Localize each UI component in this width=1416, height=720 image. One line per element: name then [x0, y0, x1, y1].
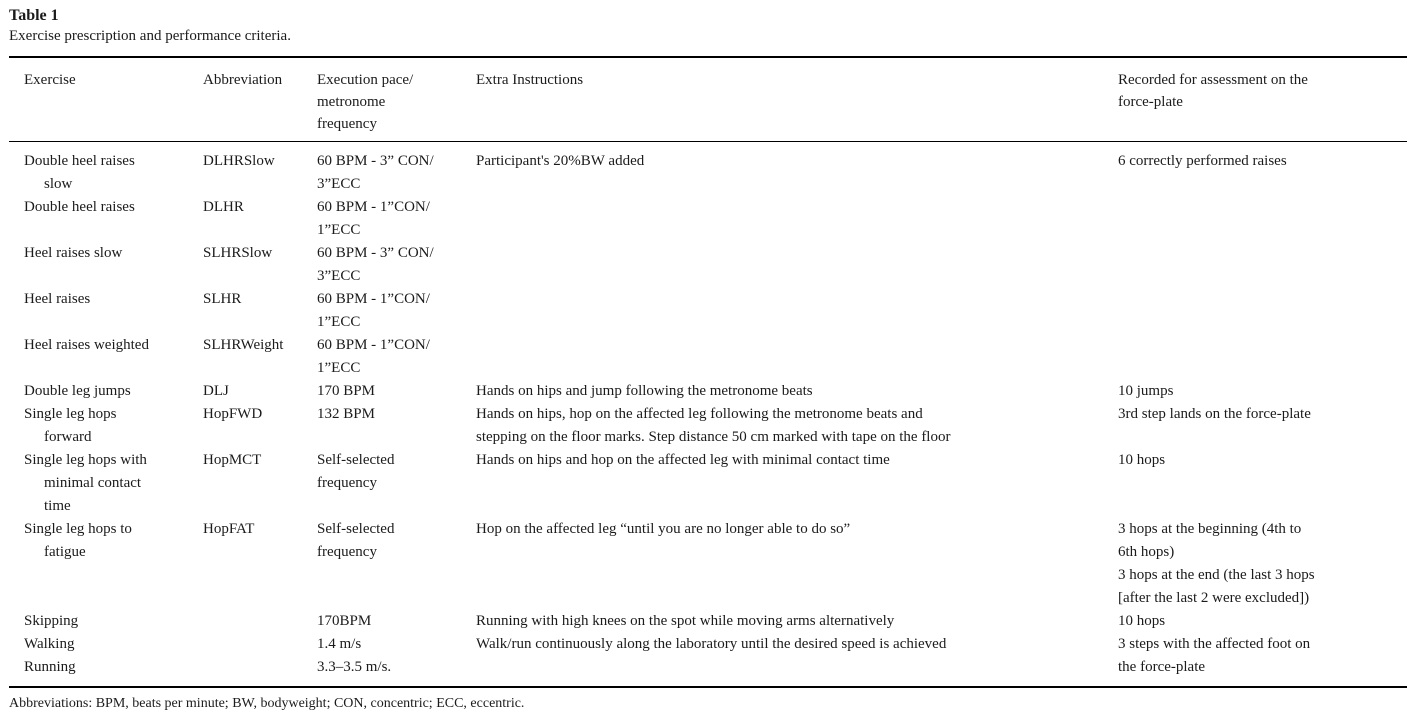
text-line: Hands on hips and hop on the affected leg with minimal contact time: [476, 452, 890, 468]
text-line: 1”ECC: [317, 222, 361, 238]
cell-abbreviation: [203, 610, 317, 687]
text-line: 3rd step lands on the force-plate: [1118, 406, 1311, 422]
text-line: 3”ECC: [317, 268, 361, 284]
header-row: [9, 57, 1407, 142]
text-line: stepping on the floor marks. Step distance 50 cm marked with tape on the floor: [476, 429, 951, 445]
text-line: 10 hops: [1118, 452, 1166, 468]
text-line: DLHR: [203, 199, 244, 215]
text-line: 170BPM: [317, 613, 372, 629]
text-line: 60 BPM - 3” CON/: [317, 245, 434, 261]
table-header: [9, 57, 1407, 142]
text-line: Participant's 20%BW added: [476, 153, 645, 169]
column-header-pace: [317, 57, 476, 142]
text-line: Double heel raises: [24, 153, 135, 169]
table-row: [9, 334, 1407, 380]
cell-recorded: [1118, 449, 1407, 518]
text-line: Walk/run continuously along the laboratory until the desired speed is achieved: [476, 636, 947, 652]
text-line: 6th hops): [1118, 544, 1175, 560]
table-row: [9, 403, 1407, 449]
column-header-exercise: [9, 57, 203, 142]
table-caption: Exercise prescription and performance criteria.: [9, 28, 291, 44]
text-line: Running: [24, 659, 76, 675]
cell-pace: [317, 518, 476, 610]
cell-exercise: [9, 518, 203, 610]
text-line: Heel raises weighted: [24, 337, 149, 353]
text-line: 132 BPM: [317, 406, 375, 422]
table-row: [9, 196, 1407, 242]
text-line: minimal contact: [44, 475, 142, 491]
cell-extra-instructions: [476, 610, 1118, 687]
cell-abbreviation: [203, 449, 317, 518]
cell-exercise: [9, 334, 203, 380]
cell-exercise: [9, 380, 203, 403]
table-row: [9, 288, 1407, 334]
cell-recorded: [1118, 380, 1407, 403]
text-line: frequency: [317, 116, 377, 132]
cell-abbreviation: [203, 518, 317, 610]
text-line: Hands on hips and jump following the metronome beats: [476, 383, 813, 399]
text-line: slow: [44, 176, 73, 192]
cell-abbreviation: [203, 288, 317, 334]
text-line: SLHR: [203, 291, 242, 307]
cell-pace: [317, 196, 476, 242]
cell-extra-instructions: [476, 380, 1118, 403]
text-line: frequency: [317, 544, 377, 560]
text-line: 1”ECC: [317, 360, 361, 376]
table-row: [9, 610, 1407, 687]
text-line: SLHRSlow: [203, 245, 273, 261]
cell-extra-instructions: [476, 196, 1118, 242]
text-line: metronome: [317, 94, 386, 110]
text-line: 10 jumps: [1118, 383, 1174, 399]
cell-abbreviation: [203, 334, 317, 380]
cell-pace: [317, 288, 476, 334]
text-line: 1”ECC: [317, 314, 361, 330]
text-line: DLHRSlow: [203, 153, 275, 169]
text-line: 60 BPM - 1”CON/: [317, 337, 430, 353]
cell-exercise: [9, 403, 203, 449]
text-line: Hands on hips, hop on the affected leg following the metronome beats and: [476, 406, 923, 422]
cell-abbreviation: [203, 403, 317, 449]
text-line: Walking: [24, 636, 75, 652]
text-line: 3”ECC: [317, 176, 361, 192]
text-line: 60 BPM - 1”CON/: [317, 199, 430, 215]
text-line: 1.4 m/s: [317, 636, 362, 652]
text-line: Self-selected: [317, 521, 395, 537]
cell-extra-instructions: [476, 242, 1118, 288]
cell-exercise: [9, 142, 203, 197]
cell-extra-instructions: [476, 142, 1118, 197]
column-header-recorded: [1118, 57, 1407, 142]
cell-abbreviation: [203, 380, 317, 403]
cell-pace: [317, 380, 476, 403]
cell-recorded: [1118, 403, 1407, 449]
table-row: [9, 142, 1407, 197]
cell-abbreviation: [203, 196, 317, 242]
text-line: DLJ: [203, 383, 229, 399]
cell-exercise: [9, 242, 203, 288]
text-line: frequency: [317, 475, 377, 491]
text-line: fatigue: [44, 544, 86, 560]
text-line: Hop on the affected leg “until you are no longer able to do so”: [476, 521, 851, 537]
text-line: Execution pace/: [317, 72, 414, 88]
cell-extra-instructions: [476, 449, 1118, 518]
text-line: Self-selected: [317, 452, 395, 468]
table-row: [9, 449, 1407, 518]
cell-abbreviation: [203, 142, 317, 197]
abbreviations-footnote: Abbreviations: BPM, beats per minute; BW, bodyweight; CON, concentric; ECC, eccentric.: [9, 696, 525, 711]
cell-recorded: [1118, 334, 1407, 380]
cell-pace: [317, 142, 476, 197]
text-line: Skipping: [24, 613, 79, 629]
text-line: HopMCT: [203, 452, 262, 468]
text-line: 60 BPM - 1”CON/: [317, 291, 430, 307]
text-line: HopFWD: [203, 406, 263, 422]
text-line: 3.3–3.5 m/s.: [317, 659, 392, 675]
table-row: [9, 242, 1407, 288]
cell-recorded: [1118, 142, 1407, 197]
cell-abbreviation: [203, 242, 317, 288]
text-line: 3 hops at the end (the last 3 hops: [1118, 567, 1315, 583]
cell-exercise: [9, 449, 203, 518]
cell-pace: [317, 334, 476, 380]
text-line: 3 steps with the affected foot on: [1118, 636, 1311, 652]
text-line: SLHRWeight: [203, 337, 284, 353]
cell-recorded: [1118, 288, 1407, 334]
cell-pace: [317, 403, 476, 449]
cell-exercise: [9, 610, 203, 687]
text-line: Single leg hops to: [24, 521, 132, 537]
cell-exercise: [9, 288, 203, 334]
text-line: the force-plate: [1118, 659, 1206, 675]
text-line: Exercise: [24, 72, 76, 88]
text-line: time: [44, 498, 71, 514]
table-row: [9, 518, 1407, 610]
text-line: forward: [44, 429, 92, 445]
text-line: 6 correctly performed raises: [1118, 153, 1287, 169]
cell-pace: [317, 449, 476, 518]
column-header-extra-instructions: [476, 57, 1118, 142]
table-title: Table 1: [9, 7, 59, 24]
text-line: Extra Instructions: [476, 72, 584, 88]
text-line: Double heel raises: [24, 199, 135, 215]
text-line: Heel raises: [24, 291, 91, 307]
text-line: Recorded for assessment on the: [1118, 72, 1308, 88]
text-line: [after the last 2 were excluded]): [1118, 590, 1310, 606]
text-line: Double leg jumps: [24, 383, 131, 399]
text-line: force-plate: [1118, 94, 1183, 110]
cell-exercise: [9, 196, 203, 242]
text-line: Running with high knees on the spot while moving arms alternatively: [476, 613, 895, 629]
text-line: HopFAT: [203, 521, 255, 537]
text-line: 170 BPM: [317, 383, 375, 399]
cell-recorded: [1118, 242, 1407, 288]
text-line: Single leg hops with: [24, 452, 147, 468]
column-header-abbreviation: [203, 57, 317, 142]
cell-recorded: [1118, 518, 1407, 610]
cell-recorded: [1118, 196, 1407, 242]
text-line: Single leg hops: [24, 406, 117, 422]
cell-extra-instructions: [476, 334, 1118, 380]
table-row: [9, 380, 1407, 403]
cell-recorded: [1118, 610, 1407, 687]
text-line: 10 hops: [1118, 613, 1166, 629]
cell-extra-instructions: [476, 288, 1118, 334]
text-line: 60 BPM - 3” CON/: [317, 153, 434, 169]
exercise-prescription-table: [9, 56, 1407, 688]
cell-pace: [317, 242, 476, 288]
text-line: Heel raises slow: [24, 245, 123, 261]
cell-extra-instructions: [476, 518, 1118, 610]
text-line: 3 hops at the beginning (4th to: [1118, 521, 1302, 537]
cell-extra-instructions: [476, 403, 1118, 449]
table-body: [9, 142, 1407, 688]
text-line: Abbreviation: [203, 72, 283, 88]
cell-pace: [317, 610, 476, 687]
